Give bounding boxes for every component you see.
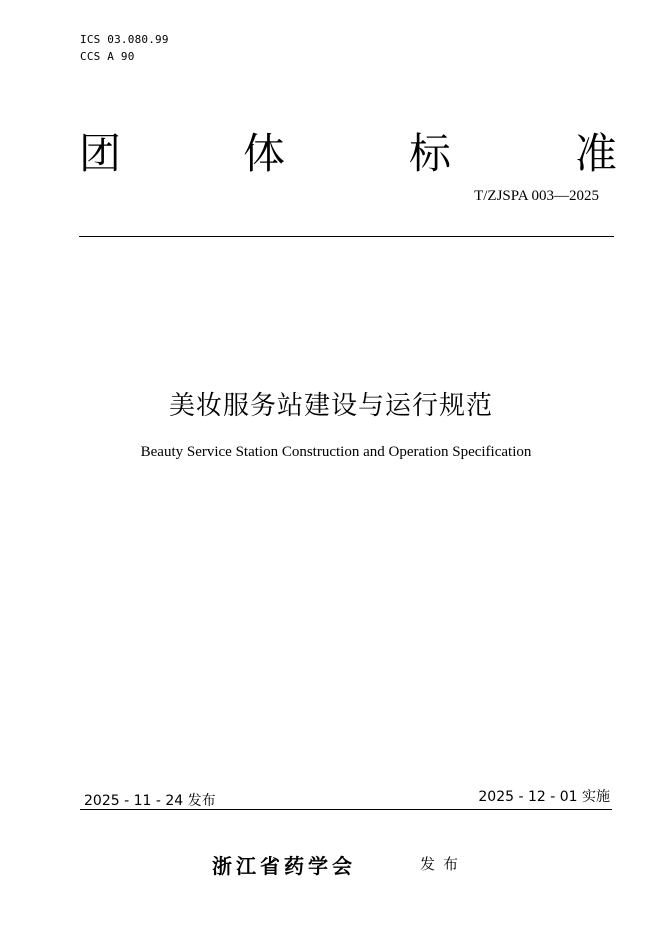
issuer-action: 发布 [420, 855, 467, 873]
issue-date: 2025 - 11 - 24 发布 [84, 793, 216, 809]
standard-type-char: 标 [409, 129, 452, 178]
implementation-date: 2025 - 12 - 01 实施 [478, 789, 610, 805]
top-divider [79, 236, 614, 237]
ccs-code: CCS A 90 [80, 50, 135, 63]
standard-type-char: 体 [243, 129, 286, 178]
document-title-chinese: 美妆服务站建设与运行规范 [168, 391, 493, 421]
standard-type-char: 团 [79, 129, 122, 178]
bottom-divider [80, 809, 612, 810]
standard-number: T/ZJSPA 003—2025 [474, 188, 599, 204]
ics-code: ICS 03.080.99 [80, 33, 169, 46]
standard-type-char: 准 [575, 129, 618, 178]
document-title-english: Beauty Service Station Construction and Operation Specification [140, 444, 532, 460]
issuer-name: 浙江省药学会 [212, 854, 356, 878]
